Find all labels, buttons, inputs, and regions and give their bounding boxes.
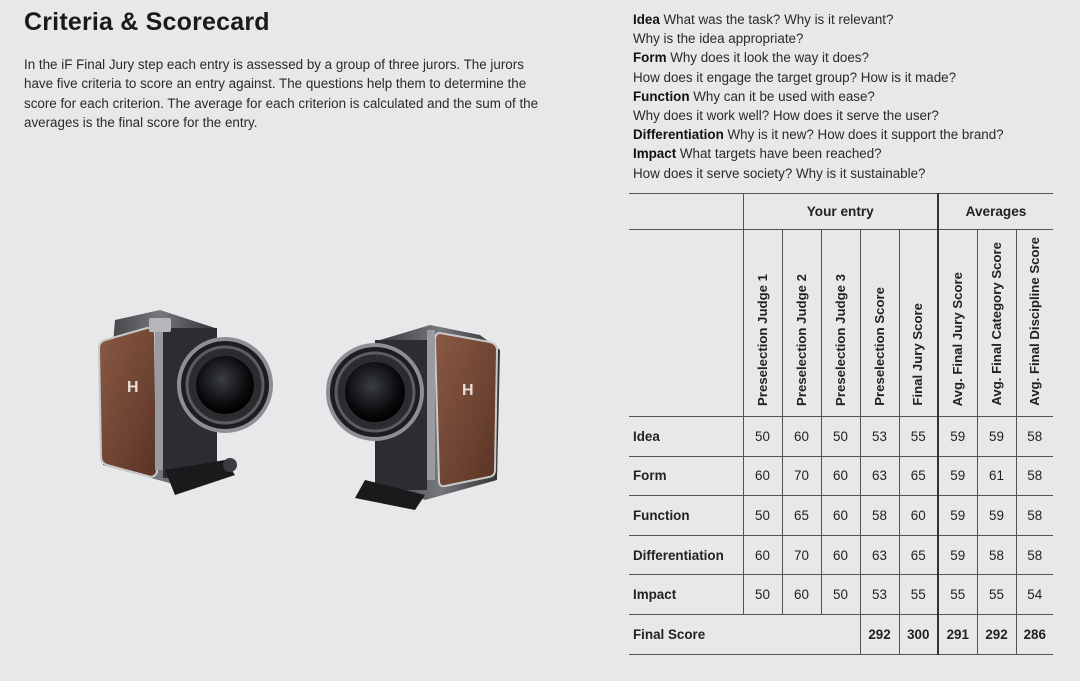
col-header: Avg. Final Discipline Score: [1016, 230, 1053, 417]
criterion-impact: [633, 144, 1073, 182]
header-blank: [629, 230, 743, 417]
col-header: Preselection Judge 1: [743, 230, 782, 417]
col-header: Preselection Judge 3: [821, 230, 860, 417]
camera-left: [99, 310, 271, 495]
criterion-question: How does it engage the target group? How is it made?: [633, 69, 957, 85]
criterion-question: Why does it look the way it does?: [666, 50, 869, 66]
criterion-term: Idea: [633, 12, 660, 27]
criterion-question: How does it serve society? Why is it sustainable?: [633, 165, 926, 181]
col-header: Preselection Judge 2: [782, 230, 821, 417]
criterion-term: Form: [633, 50, 667, 66]
criterion-term: Differentiation: [633, 127, 724, 143]
criterion-question: Why is the idea appropriate?: [633, 31, 804, 47]
criterion-idea: [633, 10, 1073, 48]
table-row: Form 60 70 60 63 65 59 61 58: [629, 456, 1053, 496]
col-header: Preselection Score: [860, 230, 899, 417]
col-header: Avg. Final Jury Score: [938, 230, 977, 417]
col-header: Avg. Final Category Score: [977, 230, 1016, 417]
table-row: Impact 50 60 50 53 55 55 55 54: [629, 575, 1053, 615]
final-score-row: Final Score 292 300 291 292 286: [629, 614, 1053, 654]
criterion-form: [633, 48, 1073, 86]
criterion-question: What was the task? Why is it relevant?: [659, 12, 894, 27]
criterion-question: Why is it new? How does it support the brand?: [723, 127, 1004, 143]
brand-mark: H: [462, 382, 474, 399]
group-averages: Averages: [938, 194, 1053, 230]
criterion-term: Impact: [633, 146, 677, 162]
table-row: Function 50 65 60 58 60 59 59 58: [629, 496, 1053, 536]
group-your-entry: Your entry: [743, 194, 938, 230]
table-row: Idea 50 60 50 53 55 59 59 58: [629, 417, 1053, 457]
header-blank: [629, 194, 743, 230]
col-header: Final Jury Score: [899, 230, 938, 417]
criterion-term: Function: [633, 88, 690, 104]
intro-paragraph: In the iF Final Jury step each entry is assessed by a group of three jurors. The jurors have five criteria to score an entry against. The questions help them to determine the score for each criterion. The average for each criterion is calculated and the sum of the averages is the final score for the entry.: [24, 57, 539, 130]
criteria-list: [633, 10, 1073, 183]
criterion-function: [633, 87, 1073, 125]
criterion-differentiation: [633, 125, 1073, 144]
brand-mark: H: [127, 379, 139, 396]
scorecard-table: [629, 193, 1053, 655]
product-photo: [85, 300, 525, 515]
criterion-question: Why can it be used with ease?: [689, 88, 875, 104]
camera-right: [328, 325, 500, 510]
criterion-question: Why does it work well? How does it serve the user?: [633, 108, 939, 124]
table-row: Differentiation 60 70 60 63 65 59 58 58: [629, 535, 1053, 575]
page-title: Criteria & Scorecard: [24, 8, 270, 36]
criterion-question: What targets have been reached?: [676, 146, 882, 162]
